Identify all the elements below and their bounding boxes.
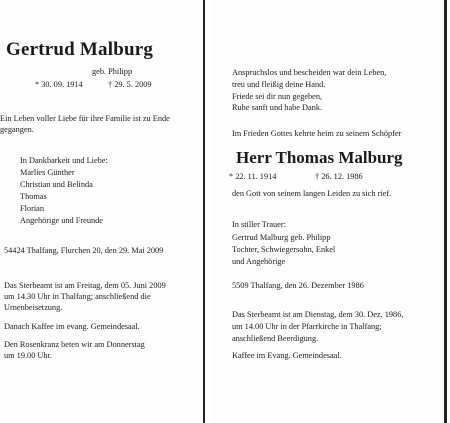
left-mourner: Angehörige und Freunde — [20, 216, 103, 225]
left-maiden-name: geb. Philipp — [92, 67, 133, 76]
left-office-line-2: um 14.30 Uhr in Thalfang; anschließend die — [4, 292, 151, 301]
right-coffee-line: Kaffee im Evang. Gemeindesaal. — [232, 351, 342, 360]
card-gap — [205, 0, 213, 423]
right-poem-line-3: Friede sei dir nun gegeben, — [232, 92, 323, 101]
left-place-date: 54424 Thalfang, Flurchen 20, den 29. Mai 2009 — [4, 246, 164, 255]
left-mourners-heading: In Dankbarkeit und Liebe: — [20, 156, 108, 165]
left-deceased-name: Gertrud Malburg — [6, 39, 154, 60]
left-office-line-3: Urnenbeisetzung. — [4, 303, 63, 312]
left-intro-line-2: gegangen. — [0, 125, 34, 134]
right-place-date: 5509 Thalfang, den 26. Dezember 1986 — [232, 281, 364, 290]
left-coffee-line: Danach Kaffee im evang. Gemeindesaal. — [4, 322, 140, 331]
right-birth-date: * 22. 11. 1914 — [229, 172, 277, 181]
left-rosary-line-2: um 19.00 Uhr. — [4, 351, 52, 360]
left-office-line-1: Das Sterbeamt ist am Freitag, dem 05. Juni 2009 — [4, 281, 166, 290]
right-mourner: und Angehörige — [232, 257, 286, 266]
right-card-border — [444, 0, 447, 423]
left-mourner: Thomas — [20, 192, 47, 201]
right-poem-line-2: treu und fleißig deine Hand. — [232, 80, 326, 89]
left-birth-date: * 30. 09. 1914 — [35, 80, 83, 89]
left-death-date: † 29. 5. 2009 — [108, 80, 152, 89]
right-mourner: Tochter, Schwiegersohn, Enkel — [232, 245, 336, 254]
left-rosary-line-1: Den Rosenkranz beten wir am Donnerstag — [4, 340, 145, 349]
right-peace-line: Im Frieden Gottes kehrte heim zu seinem Schöpfer — [232, 129, 402, 138]
right-deceased-name: Herr Thomas Malburg — [236, 148, 403, 167]
left-mourner: Marlies Günther — [20, 168, 75, 177]
right-office-line-3: anschließend Beerdigung. — [232, 334, 319, 343]
right-mourner: Gertrud Malburg geb. Philipp — [232, 233, 331, 242]
left-intro-line-1: Ein Leben voller Liebe für ihre Familie ist zu Ende — [0, 114, 170, 123]
right-relief-line: den Gott von seinem langen Leiden zu sich rief. — [232, 189, 392, 198]
right-office-line-2: um 14.00 Uhr in der Pfarrkirche in Thalfang; — [232, 322, 382, 331]
right-death-date: † 26. 12. 1986 — [315, 172, 363, 181]
right-grief-heading: In stiller Trauer: — [232, 220, 286, 229]
right-poem-line-4: Ruhe sanft und habe Dank. — [232, 103, 323, 112]
left-mourner: Christian und Belinda — [20, 180, 93, 189]
right-poem-line-1: Anspruchslos und bescheiden war dein Leben, — [232, 68, 387, 77]
right-office-line-1: Das Sterbeamt ist am Dienstag, dem 30. Dez. 1986, — [232, 310, 404, 319]
left-mourner: Florian — [20, 204, 44, 213]
